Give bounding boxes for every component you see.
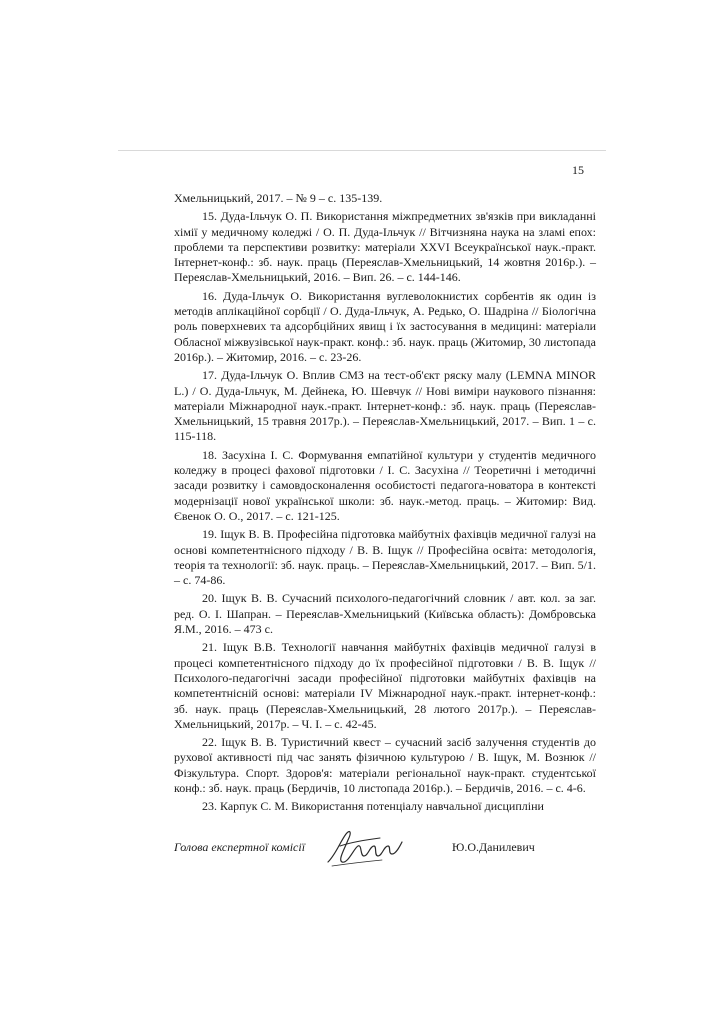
signatory-name: Ю.О.Данилевич — [452, 840, 535, 854]
bibliography-entry-21: 21. Іщук В.В. Технології навчання майбутніх фахівців медичної галузі в процесі компетентнісного підходу до їх професійної підготовки / В. В. Іщук // Психолого-педагогічні засади професійної підготовки майбутніх фахівців на компетентнісній основі: матеріали IV Міжнародної наук.-практ. інтернет-конф.: зб. наук. праць (Переяслав-Хмельницький, 28 лютого 2017р.). – Переяслав-Хмельницький, 2017р. – Ч. І. – с. 42-45. — [174, 640, 596, 731]
bibliography-entry-23: 23. Карпук С. М. Використання потенціалу навчальної дисципліни — [202, 799, 544, 814]
bibliography-entry-17: 17. Дуда-Ільчук О. Вплив СМЗ на тест-об'єкт ряску малу (LEMNA MINOR L.) / О. Дуда-Ільчук, М. Дейнека, Ю. Шевчук // Нові виміри наукового пізнання: матеріали Міжнародної наук.-практ. Інтернет-конф.: зб. наук. праць (Переяслав-Хмельницький, 15 травня 2017р.). – Переяслав-Хмельницький, 2017. – Вип. 1 – с. 115-118. — [174, 368, 596, 444]
bibliography-entry-15: 15. Дуда-Ільчук О. П. Використання міжпредметних зв'язків при викладанні хімії у медичному коледжі / О. П. Дуда-Ільчук // Вітчизняна наука на зламі епох: проблеми та перспективи розвитку: матеріали XXVI Всеукраїнської наук.-практ. Інтернет-конф.: зб. наук. праць (Переяслав-Хмельницький, 14 жовтня 2016р.). – Переяслав-Хмельницький, 2016. – Вип. 26. – с. 144-146. — [174, 209, 596, 285]
paragraph-continuation: Хмельницький, 2017. – № 9 – с. 135-139. — [174, 191, 383, 205]
signature-icon — [322, 824, 406, 870]
bibliography-entry-20: 20. Іщук В. В. Сучасний психолого-педагогічний словник / авт. кол. за заг. ред. О. І. Шапран. – Переяслав-Хмельницький (Київська область): Домбровська Я.М., 2016. – 473 с. — [174, 591, 596, 637]
bibliography-text — [174, 191, 596, 818]
page-edge-line — [118, 150, 606, 151]
page-number: 15 — [572, 163, 584, 177]
signatory-title: Голова експертної комісії — [174, 840, 306, 854]
bibliography-entry-18: 18. Засухіна І. С. Формування емпатійної культури у студентів медичного коледжу в процесі фахової підготовки / І. С. Засухіна // Теоретичні і методичні засади розвитку і самовдосконалення особистості педагога-новатора в контексті модернізації нової української школи: зб. наук.-метод. праць. – Житомир: Вид. Євенок О. О., 2017. – с. 121-125. — [174, 447, 596, 523]
bibliography-entry-19: 19. Іщук В. В. Професійна підготовка майбутніх фахівців медичної галузі на основі компетентнісного підходу / В. В. Іщук // Професійна освіта: методологія, теорія та технології: зб. наук. праць. – Переяслав-Хмельницький, 2017. – Вип. 5/1. – с. 74-86. — [174, 527, 596, 588]
bibliography-entry-16: 16. Дуда-Ільчук О. Використання вуглеволокнистих сорбентів як один із методів аплікаційної сорбції / О. Дуда-Ільчук, А. Редько, О. Шадріна // Біологічна роль поверхневих та адсорбційних явищ і їх застосування в медицині: матеріали Обласної міжвузівської наук-практ. конф.: зб. наук. праць (Житомир, 30 листопада 2016р.). – Житомир, 2016. – с. 23-26. — [174, 288, 596, 364]
bibliography-entry-22: 22. Іщук В. В. Туристичний квест – сучасний засіб залучення студентів до рухової активності під час занять фізичною культурою / В. Іщук, М. Вознюк // Фізкультура. Спорт. Здоров'я: матеріали регіональної наук-практ. студентської конф.: зб. наук. праць (Бердичів, 10 листопада 2016р.). – Бердичів, 2016. – с. 4-6. — [174, 735, 596, 795]
signature-block — [174, 836, 604, 896]
